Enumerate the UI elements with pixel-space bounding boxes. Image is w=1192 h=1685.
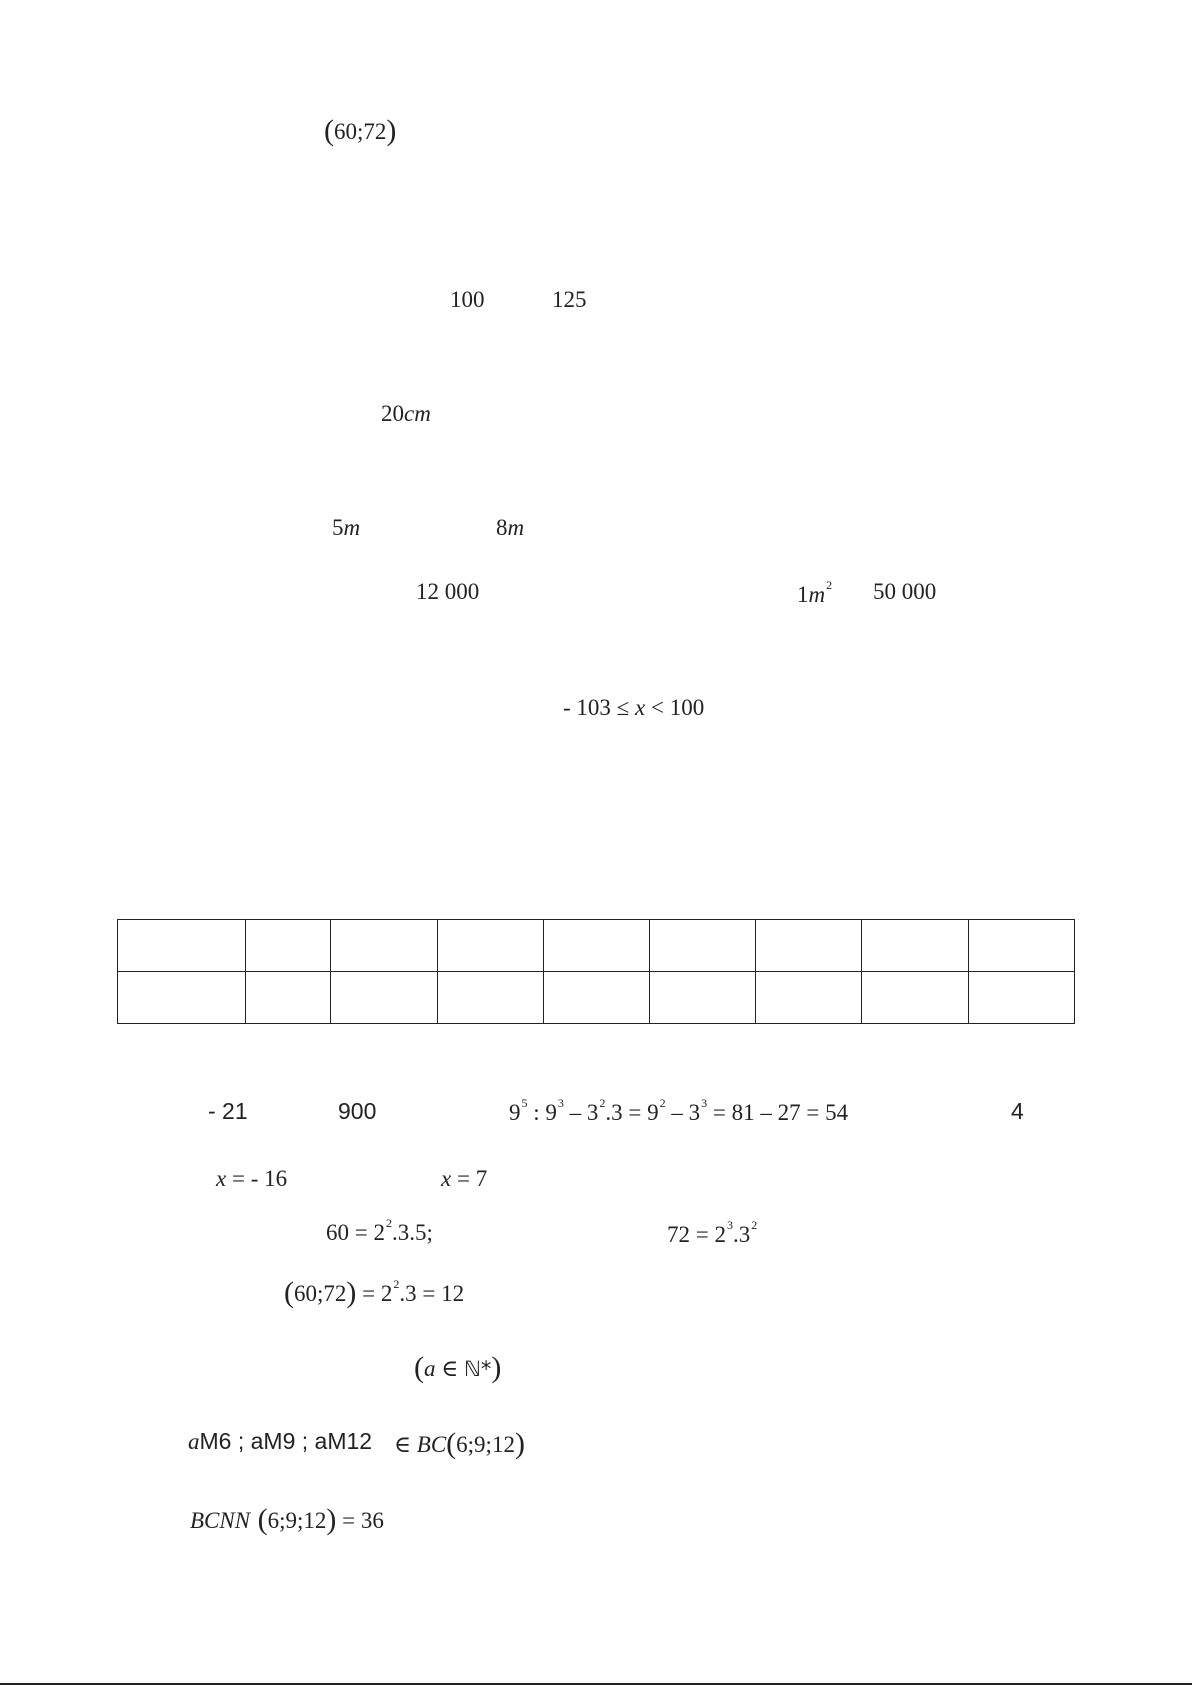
number-50000: 50 000 [873,579,937,604]
table-cell [246,972,331,1024]
table-cell [118,920,246,972]
table-cell [438,972,544,1024]
power-expression: $9^5$ : $9^3 - 3^2.3 = 9^2 - 3^3 = 81 - 27 = 54$ [509,1096,849,1125]
length-20cm: 20cm [381,401,431,426]
gcd-result: (60;72) = $2^2.3 = 12$ [284,1276,465,1309]
table-cell [756,972,862,1024]
factorization-72: $72 = 2^3.3^2$ [667,1218,758,1247]
table-row [118,920,1075,972]
answer-900: 900 [338,1098,377,1124]
table-cell [246,920,331,972]
table-cell [756,920,862,972]
table-cell [862,972,969,1024]
answer-4: 4 [1011,1098,1024,1124]
table-cell [650,972,756,1024]
table-cell [544,920,650,972]
table-cell [650,920,756,972]
number-125: 125 [552,287,587,312]
lcm-result: BCNN (6;9;12) = 36 [190,1503,384,1536]
table-cell [118,972,246,1024]
length-5m: 5m [332,515,361,540]
answer-minus-21: - 21 [208,1098,248,1124]
table-row [118,972,1075,1024]
solution-x1: x = - 16 [216,1166,288,1191]
answer-table [117,919,1075,1024]
solution-x2: x = 7 [441,1166,488,1191]
divisibility-condition: aM6 ; aM9 ; aM12 [188,1428,373,1454]
area-1m2: $1m^2$ [797,578,833,607]
table-cell [331,920,438,972]
number-12000: 12 000 [416,579,480,604]
table-cell [331,972,438,1024]
factorization-60: $60 = 2^2.3.5$; [326,1216,433,1245]
number-100: 100 [450,287,485,312]
table-cell [438,920,544,972]
table-cell [969,920,1075,972]
inequality: - 103 ≤ x < 100 [563,695,705,720]
gcd-pair: (60;72) [324,114,397,147]
common-multiple: ∈ BC(6;9;12) [394,1427,525,1460]
table-cell [544,972,650,1024]
natural-number-condition: (a ∈ ℕ*) [414,1351,502,1384]
table-cell [862,920,969,972]
table-cell [969,972,1075,1024]
length-8m: 8m [496,515,525,540]
